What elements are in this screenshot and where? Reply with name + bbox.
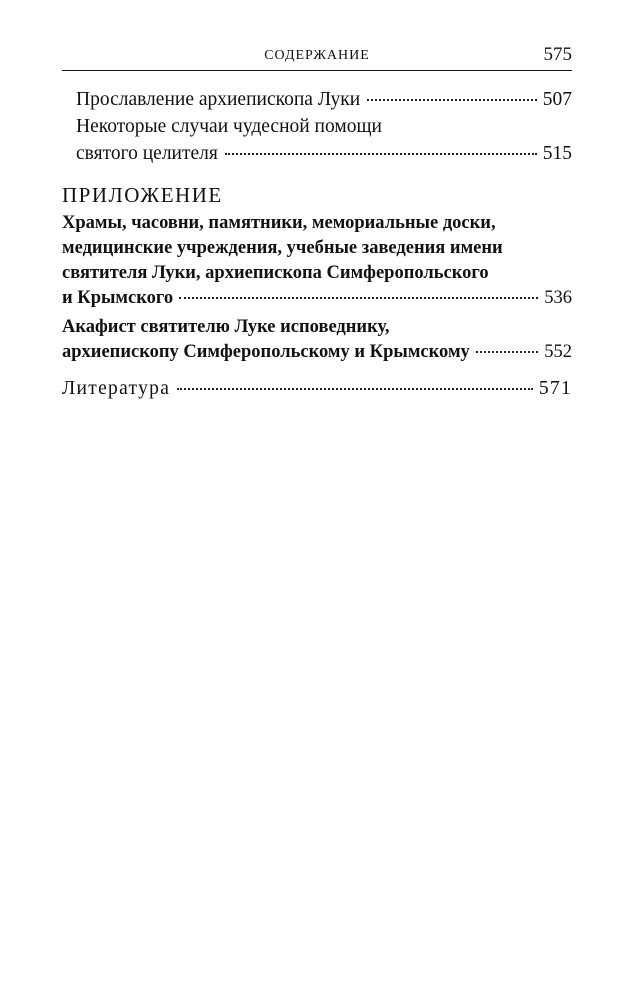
appendix-heading: ПРИЛОЖЕНИЕ [62, 183, 223, 207]
toc-entry-title-line: и Крымского [62, 288, 174, 308]
toc-entry-glorification[interactable] [62, 86, 572, 113]
running-header [62, 44, 572, 71]
running-header-title: СОДЕРЖАНИЕ [264, 48, 370, 63]
toc-entry-miracles[interactable] [62, 113, 572, 167]
running-header-page-number: 575 [543, 44, 572, 65]
toc-entry-title-line: Храмы, часовни, памятники, мемориальные доски, [62, 213, 496, 233]
toc-entry-title-line: святого целителя [76, 143, 218, 164]
toc-entry-akathist[interactable] [62, 315, 572, 365]
dot-leader [179, 297, 538, 299]
toc-entry-literature[interactable] [62, 375, 572, 402]
toc-entry-title-line: Акафист святителю Луке исповеднику, [62, 317, 390, 337]
toc-entry-page: 507 [542, 89, 572, 110]
toc-entry-page: 536 [544, 288, 572, 308]
toc-entry-title-line: медицинские учреждения, учебные заведения имени [62, 238, 503, 258]
toc-entry-title-line: святителя Луки, архиепископа Симферопольского [62, 263, 489, 283]
toc-entry-title-line: Некоторые случаи чудесной помощи [76, 116, 382, 137]
toc-entry-title-line: архиепископу Симферопольскому и Крымскому [62, 342, 470, 362]
toc-entry-page: 571 [538, 378, 572, 399]
table-of-contents [62, 86, 572, 402]
toc-entry-title: Прославление архиепископа Луки [76, 89, 361, 110]
toc-entry-title: Литература [62, 378, 171, 399]
dot-leader [476, 351, 538, 353]
dot-leader [367, 99, 537, 101]
toc-entry-memorials[interactable] [62, 211, 572, 311]
toc-entry-page: 552 [544, 342, 572, 362]
dot-leader [177, 388, 533, 390]
dot-leader [225, 153, 537, 155]
toc-entry-page: 515 [542, 143, 572, 164]
